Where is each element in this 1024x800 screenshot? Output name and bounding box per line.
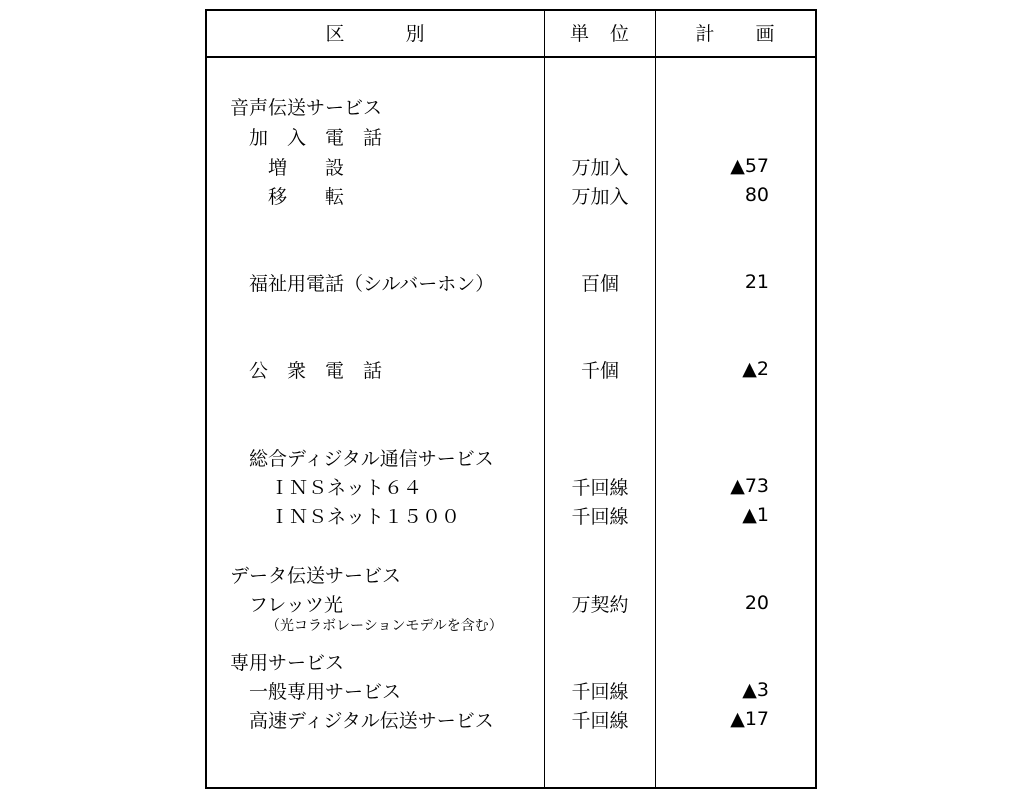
row-highspeed-plan: ▲17 xyxy=(730,708,769,730)
row-ins1500-unit: 千回線 xyxy=(571,506,629,528)
header-divider xyxy=(205,56,817,58)
row-welfare-label: 福祉用電話（シルバーホン） xyxy=(249,273,495,295)
row-ins1500-label: ＩＮＳネット１５００ xyxy=(270,506,461,528)
row-flets-plan: 20 xyxy=(744,592,769,614)
row-increase-label: 増 設 xyxy=(268,157,345,179)
row-public-phone-label: 公 衆 電 話 xyxy=(249,360,383,382)
subsection-isdn: 総合ディジタル通信サービス xyxy=(249,448,494,470)
row-ins64-label: ＩＮＳネット６４ xyxy=(270,477,423,499)
column-divider-1 xyxy=(544,9,545,789)
section-voice: 音声伝送サービス xyxy=(230,97,383,119)
header-unit: 単 位 xyxy=(569,23,630,45)
row-public-phone-plan: ▲2 xyxy=(742,358,769,380)
row-welfare-plan: 21 xyxy=(744,271,769,293)
subsection-subscriber-phone: 加 入 電 話 xyxy=(249,127,383,149)
column-divider-2 xyxy=(655,9,656,789)
row-ins64-unit: 千回線 xyxy=(571,477,629,499)
header-plan: 計 画 xyxy=(695,23,776,45)
row-transfer-label: 移 転 xyxy=(268,186,345,208)
header-category: 区 別 xyxy=(325,23,426,45)
row-general-leased-plan: ▲3 xyxy=(742,679,769,701)
row-flets-note: （光コラボレーションモデルを含む） xyxy=(266,618,503,634)
row-increase-unit: 万加入 xyxy=(571,157,629,179)
row-highspeed-unit: 千回線 xyxy=(571,710,629,732)
row-ins1500-plan: ▲1 xyxy=(742,504,769,526)
row-public-phone-unit: 千個 xyxy=(580,360,619,382)
row-general-leased-unit: 千回線 xyxy=(571,681,629,703)
section-leased: 専用サービス xyxy=(230,652,345,674)
row-increase-plan: ▲57 xyxy=(730,155,769,177)
row-ins64-plan: ▲73 xyxy=(730,475,769,497)
row-transfer-plan: 80 xyxy=(744,184,769,206)
row-flets-label: フレッツ光 xyxy=(249,594,344,616)
row-highspeed-label: 高速ディジタル伝送サービス xyxy=(249,710,494,732)
row-transfer-unit: 万加入 xyxy=(571,186,629,208)
row-flets-unit: 万契約 xyxy=(571,594,629,616)
row-welfare-unit: 百個 xyxy=(580,273,619,295)
row-general-leased-label: 一般専用サービス xyxy=(249,681,402,703)
section-data: データ伝送サービス xyxy=(230,565,402,587)
